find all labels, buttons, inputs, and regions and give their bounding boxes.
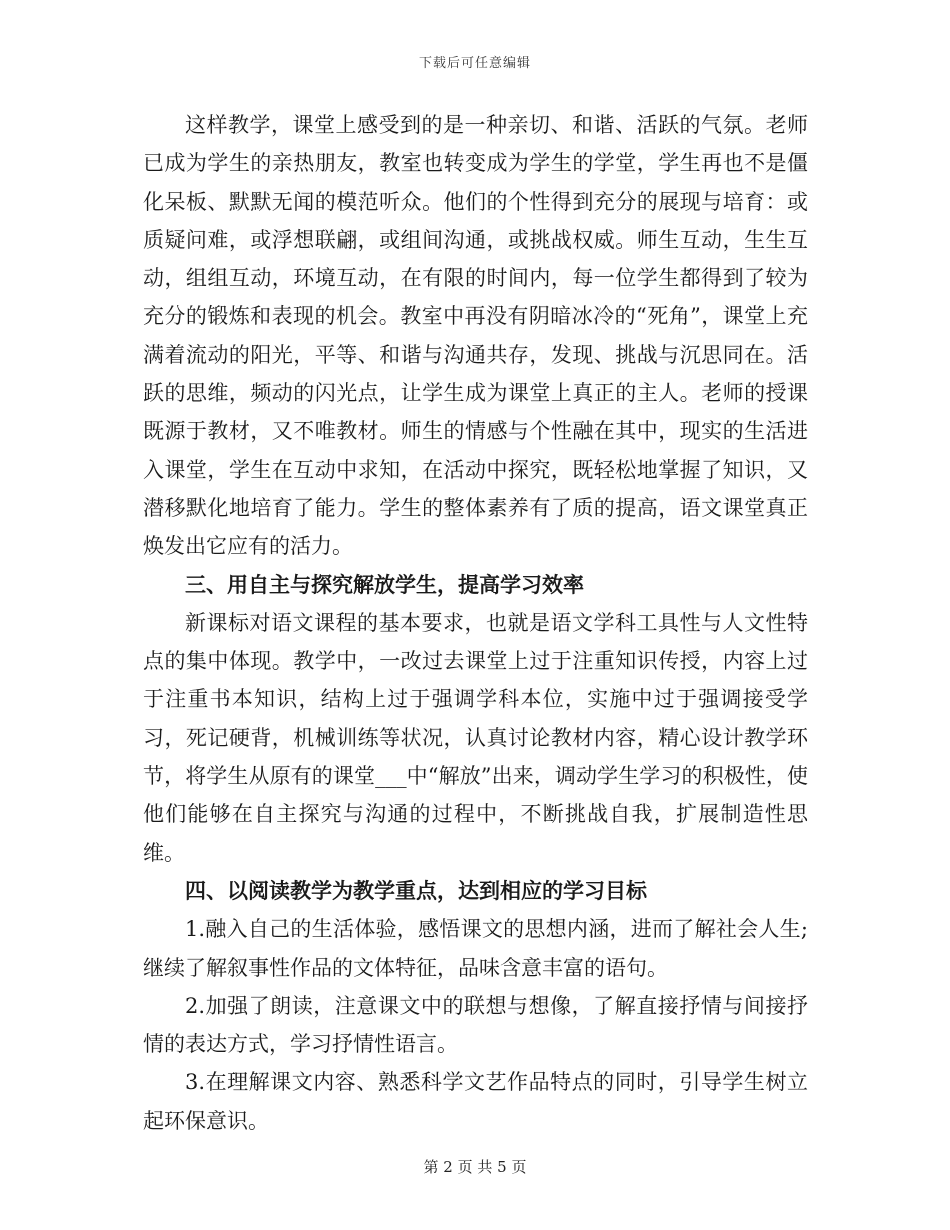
page-number-footer: 第 2 页 共 5 页 [423,1158,527,1176]
section-heading-3: 三、用自主与探究解放学生，提高学习效率 [185,572,584,597]
section-heading-4: 四、以阅读教学为教学重点，达到相应的学习目标 [185,878,647,903]
list-item-1: 1.融入自己的生活体验，感悟课文的思想内涵，进而了解社会人生;继续了解叙事性作品的文体特征，品味含意丰富的语句。 [143,917,808,980]
body-paragraph-1: 这样教学，课堂上感受到的是一种亲切、和谐、活跃的气氛。老师已成为学生的亲热朋友，教室也转变成为学生的学堂，学生再也不是僵化呆板、默默无闻的模范听众。他们的个性得到充分的展现与培育：或质疑问难，或浮想联翩，或组间沟通，或挑战权威。师生互动，生生互动，组组互动，环境互动，在有限的时间内，每一位学生都得到了较为充分的锻炼和表现的机会。教室中再没有阴暗冰冷的“死角”，课堂上充满着流动的阳光，平等、和谐与沟通共存，发现、挑战与沉思同在。活跃的思维，频动的闪光点，让学生成为课堂上真正的主人。老师的授课既源于教材，又不唯教材。师生的情感与个性融在其中，现实的生活进入课堂，学生在互动中求知，在活动中探究，既轻松地掌握了知识，又潜移默化地培育了能力。学生的整体素养有了质的提高，语文课堂真正焕发出它应有的活力。 [143,113,808,559]
body-paragraph-2: 新课标对语文课程的基本要求，也就是语文学科工具性与人文性特点的集中体现。教学中，一改过去课堂上过于注重知识传授，内容上过于注重书本知识，结构上过于强调学科本位，实施中过于强调接受学习，死记硬背，机械训练等状况，认真讨论教材内容，精心设计教学环节，将学生从原有的课堂___中“解放”出来，调动学生学习的积极性，使他们能够在自主探究与沟通的过程中，不断挑战自我，扩展制造性思维。 [143,610,808,865]
page-header-note: 下载后可任意编辑 [418,56,531,71]
document-body [143,106,808,1140]
list-item-2: 2.加强了朗读，注意课文中的联想与想像，了解直接抒情与间接抒情的表达方式，学习抒情性语言。 [143,993,808,1057]
list-item-3: 3.在理解课文内容、熟悉科学文艺作品特点的同时，引导学生树立起环保意识。 [143,1070,808,1133]
